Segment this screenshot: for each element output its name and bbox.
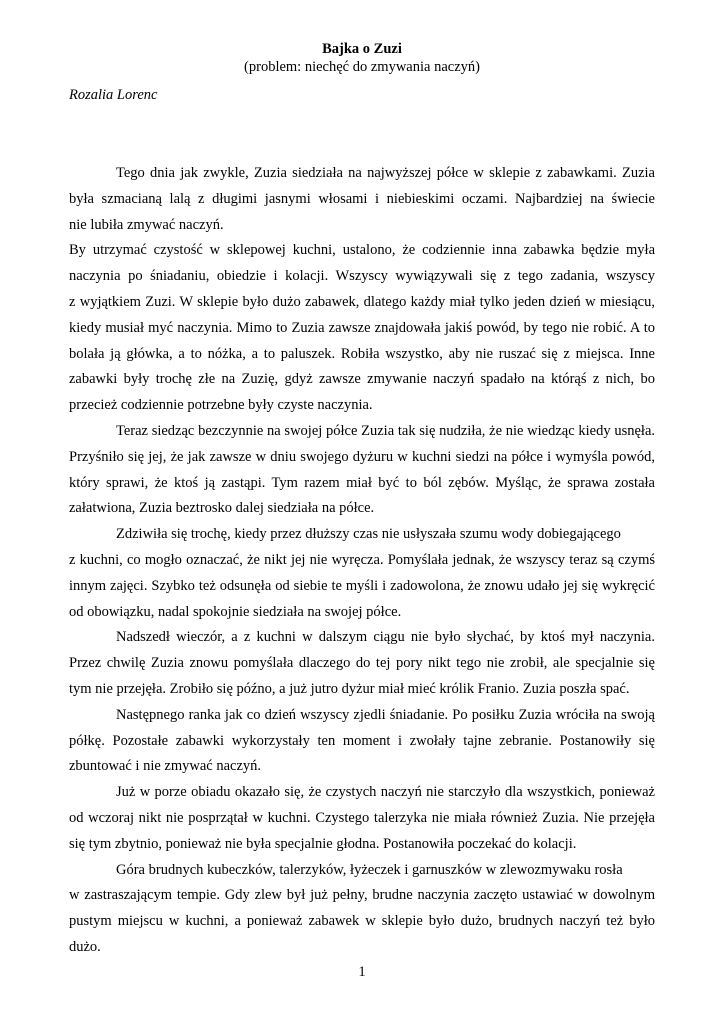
- text-line: się tym zbytnio, ponieważ nie była specjalnie głodna. Postanowiła poczekać do kolacji.: [69, 835, 577, 852]
- text-line: innym zajęci. Szybko też odsunęła od siebie te myśli i zadowolona, że znowu udało jej się wykręcić: [69, 577, 655, 594]
- text-line: Zdziwiła się trochę, kiedy przez dłuższy czas nie usłyszała szumu wody dobiegającego: [116, 526, 621, 543]
- text-line: od obowiązku, nadal spokojnie siedziała na swojej półce.: [69, 603, 402, 620]
- text-line: od wczoraj nikt nie posprzątał w kuchni. Czystego talerzyka nie miała również Zuzia. Nie przejęła: [69, 809, 655, 826]
- text-line: Nadszedł wieczór, a z kuchni w dalszym ciągu nie było słychać, by ktoś mył naczynia.: [116, 629, 655, 646]
- text-line: tym nie przejęła. Zrobiło się późno, a już jutro dyżur miał mieć królik Franio. Zuzia poszła spać.: [69, 680, 630, 697]
- author-name: Rozalia Lorenc: [69, 87, 158, 103]
- text-line: była szmacianą lalą z długimi jasnymi włosami i niebieskimi oczami. Najbardziej na świecie: [69, 190, 655, 207]
- text-line: przecież codziennie potrzebne były czyste naczynia.: [69, 397, 373, 414]
- document-subtitle: (problem: niechęć do zmywania naczyń): [244, 59, 480, 75]
- text-line: zabawki były trochę złe na Zuzię, gdyż zawsze zmywanie naczyń spadało na którąś z nich, bo: [69, 371, 655, 388]
- text-line: nie lubiła zmywać naczyń.: [69, 216, 224, 233]
- text-line: Przez chwilę Zuzia znowu pomyślała dlaczego do tej pory nikt tego nie zrobił, ale specjalnie się: [69, 655, 655, 672]
- text-line: By utrzymać czystość w sklepowej kuchni, ustalono, że codziennie inna zabawka będzie myła: [69, 242, 655, 259]
- text-line: z wyjątkiem Zuzi. W sklepie było dużo zabawek, dlatego każdy miał tylko jeden dzień w miesiącu,: [69, 293, 655, 310]
- text-line: w zastraszającym tempie. Gdy zlew był już pełny, brudne naczynia zaczęto ustawiać w dowolnym: [69, 887, 655, 904]
- text-line: Już w porze obiadu okazało się, że czystych naczyń nie starczyło dla wszystkich, ponieważ: [116, 784, 655, 801]
- text-line: półkę. Pozostałe zabawki wykorzystały ten moment i zwołały tajne zebranie. Postanowiły się: [69, 732, 655, 749]
- text-line: pustym miejscu w kuchni, a ponieważ zabawek w sklepie było dużo, brudnych naczyń też było: [69, 913, 655, 930]
- text-line: z kuchni, co mogło oznaczać, że nikt jej nie wyręcza. Pomyślała jednak, że wszyscy teraz są czymś: [69, 551, 655, 568]
- text-line: Teraz siedząc bezczynnie na swojej półce Zuzia tak się nudziła, że nie wiedząc kiedy usnęła.: [116, 422, 655, 439]
- text-line: Tego dnia jak zwykle, Zuzia siedziała na najwyższej półce w sklepie z zabawkami. Zuzia: [116, 165, 655, 181]
- text-line: Przyśniło się jej, że jak zawsze w dniu swojego dyżuru w kuchni siedzi na półce i wymyśla powód,: [69, 448, 655, 465]
- text-line: Następnego ranka jak co dzień wszyscy zjedli śniadanie. Po posiłku Zuzia wróciła na swoją: [116, 706, 655, 723]
- story-body: [69, 161, 655, 961]
- page-number: 1: [358, 964, 366, 980]
- text-line: zbuntować i nie zmywać naczyń.: [69, 758, 262, 775]
- text-line: bolała ją główka, a to nóżka, a to paluszek. Robiła wszystko, aby nie ruszać się z miejsca. Inne: [69, 345, 655, 362]
- text-line: dużo.: [69, 938, 101, 955]
- text-line: kiedy musiał myć naczynia. Mimo to Zuzia zawsze znajdowała jakiś powód, by tego nie robić. A to: [69, 319, 655, 336]
- text-line: który sprawi, że ktoś ją zastąpi. Tym razem miał być to ból zębów. Myśląc, że sprawa została: [69, 474, 655, 491]
- document-title: Bajka o Zuzi: [322, 41, 402, 57]
- text-line: naczynia po śniadaniu, obiedzie i kolacji. Wszyscy wywiązywali się z tego zadania, wszyscy: [69, 268, 655, 285]
- text-line: załatwiona, Zuzia beztrosko dalej siedziała na półce.: [69, 500, 375, 517]
- text-line: Góra brudnych kubeczków, talerzyków, łyżeczek i garnuszków w zlewozmywaku rosła: [116, 861, 623, 878]
